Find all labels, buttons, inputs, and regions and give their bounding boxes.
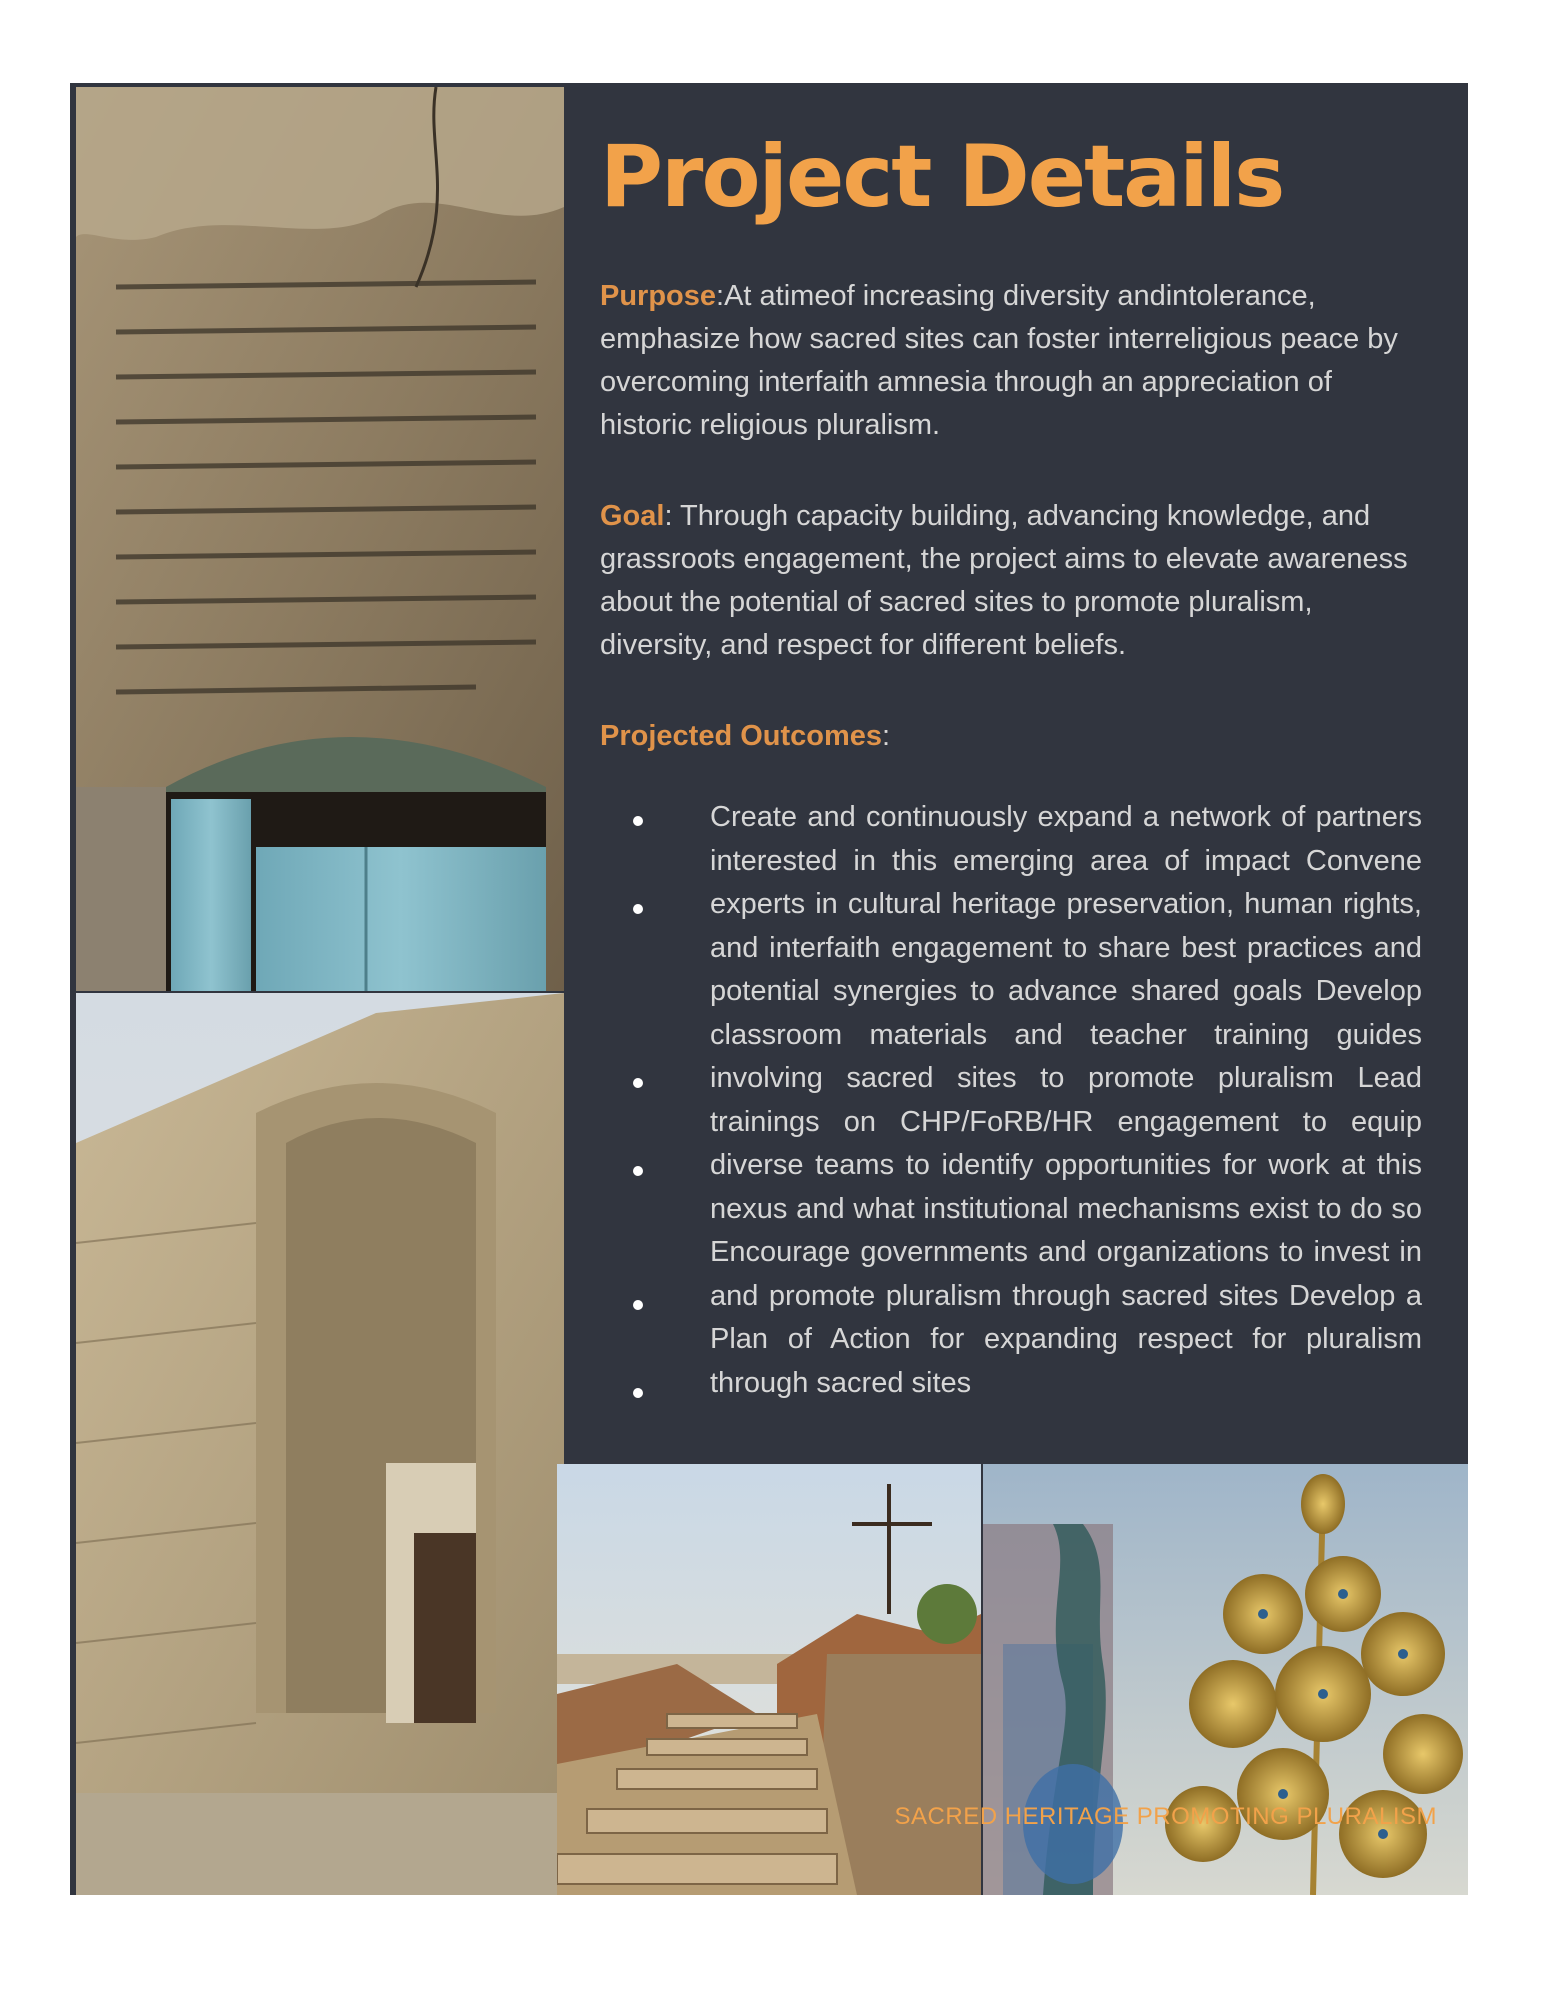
page-title: Project Details (600, 127, 1284, 227)
bullet-dot (633, 1388, 643, 1398)
outcomes-heading (600, 715, 1424, 758)
outcomes-list-text: Create and continuously expand a network of partners interested in this emerging area of impact Convene experts in cultural heritage preservation, human rights, and interfaith engagement to share best practices and potential synergies to advance shared goals Develop classroom materials and teacher training guides involving sacred sites to promote pluralism Lead trainings on CHP/FoRB/HR engagement to equip diverse teams to identify opportunities for work at this nexus and what institutional mechanisms exist to do so Encourage governments and organizations to invest in and promote pluralism through sacred sites Develop a Plan of Action for expanding respect for pluralism through sacred sites (710, 801, 1422, 1399)
project-details-content (600, 127, 1424, 758)
footer-tagline: SACRED HERITAGE PROMOTING PLURALISM (894, 1803, 1437, 1830)
outcomes-label: Projected Outcomes (600, 719, 883, 752)
goal-text: : Through capacity building, advancing knowledge, and grassroots engagement, the project aims to elevate awareness about the potential of sacred sites to promote pluralism, diversity, and respect for different beliefs. (600, 499, 1408, 661)
bullet-dot (633, 1166, 643, 1176)
purpose-label: Purpose (600, 279, 717, 312)
bullet-dot (633, 816, 643, 826)
outcomes-suffix: : (882, 719, 891, 752)
goal-paragraph (600, 495, 1424, 667)
bullet-dot (633, 904, 643, 914)
brick-portal-photo (76, 993, 564, 1895)
bullet-dot (633, 1300, 643, 1310)
purpose-paragraph (600, 275, 1424, 447)
purpose-text: :At atimeof increasing diversity andintolerance, emphasize how sacred sites can foster interreligious peace by overcoming interfaith amnesia through an appreciation of historic religious pluralism. (600, 279, 1398, 441)
inscription-door-photo (76, 87, 564, 991)
bullet-dot (633, 1078, 643, 1088)
goal-label: Goal (600, 499, 665, 532)
